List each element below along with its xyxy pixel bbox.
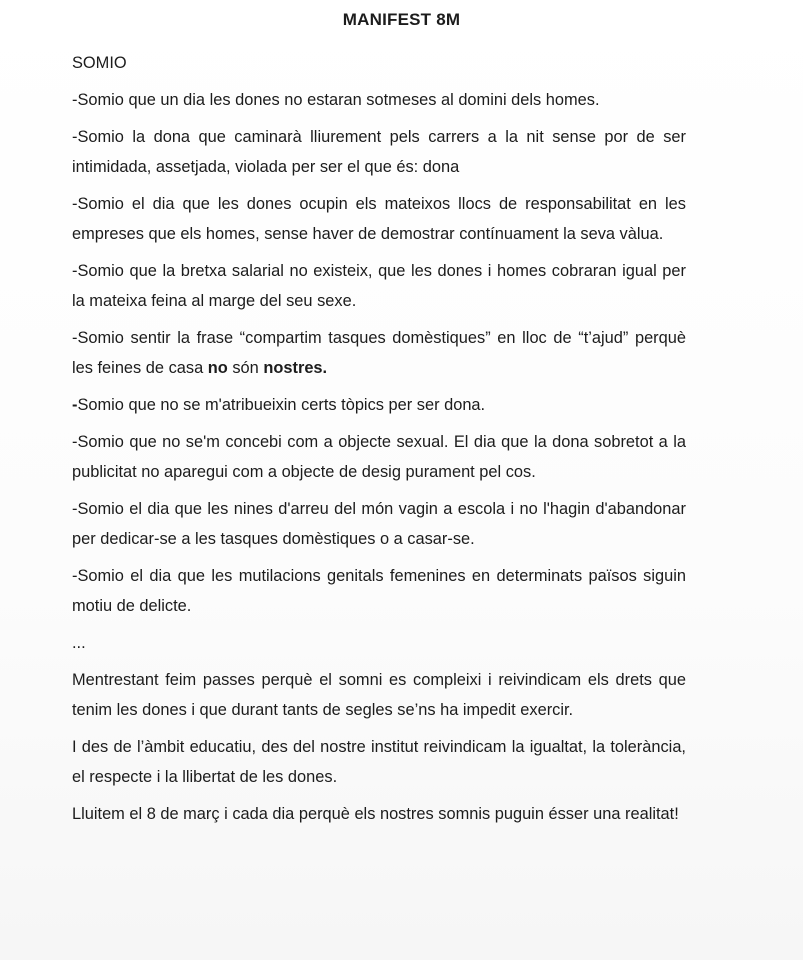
paragraph-10: Mentrestant feim passes perquè el somni es compleixi i reivindicam els drets que tenim les dones i que durant tants de segles se’ns ha impedit exercir. bbox=[72, 671, 686, 719]
paragraph-5-middle: són bbox=[227, 359, 264, 377]
paragraph-6-dash: - bbox=[72, 396, 78, 414]
document-body bbox=[72, 48, 686, 836]
paragraph-3: -Somio el dia que les dones ocupin els mateixos llocs de responsabilitat en les empreses que els homes, sense haver de demostrar contínuament la seva vàlua. bbox=[72, 195, 686, 243]
paragraph-6-text: Somio que no se m'atribueixin certs tòpics per ser dona. bbox=[77, 396, 486, 414]
paragraph-4: -Somio que la bretxa salarial no existeix, que les dones i homes cobraran igual per la mateixa feina al marge del seu sexe. bbox=[72, 262, 686, 310]
section-heading: SOMIO bbox=[72, 54, 127, 72]
document-title: MANIFEST 8M bbox=[342, 10, 461, 29]
paragraph-8: -Somio el dia que les nines d'arreu del món vagin a escola i no l'hagin d'abandonar per dedicar-se a les tasques domèstiques o a casar-se. bbox=[72, 500, 686, 548]
paragraph-5-text: -Somio sentir la frase “compartim tasques domèstiques” en lloc de “t’ajud” perquè les feines de casa bbox=[72, 329, 686, 377]
paragraph-5 bbox=[72, 323, 686, 383]
paragraph-9: -Somio el dia que les mutilacions genitals femenines en determinats països siguin motiu de delicte. bbox=[72, 567, 686, 615]
paragraph-5-bold-nostres: nostres. bbox=[263, 359, 328, 377]
paragraph-6 bbox=[72, 390, 686, 420]
ellipsis: ... bbox=[72, 634, 86, 652]
paragraph-7: -Somio que no se'm concebi com a objecte sexual. El dia que la dona sobretot a la publicitat no aparegui com a objecte de desig purament pel cos. bbox=[72, 433, 686, 481]
paragraph-2: -Somio la dona que caminarà lliurement pels carrers a la nit sense por de ser intimidada, assetjada, violada per ser el que és: dona bbox=[72, 128, 686, 176]
paragraph-1: -Somio que un dia les dones no estaran sotmeses al domini dels homes. bbox=[72, 91, 600, 109]
paragraph-11: I des de l’àmbit educatiu, des del nostre institut reivindicam la igualtat, la tolerància, el respecte i la llibertat de les dones. bbox=[72, 738, 686, 786]
paragraph-5-bold-no: no bbox=[207, 359, 228, 377]
paragraph-12: Lluitem el 8 de març i cada dia perquè els nostres somnis puguin ésser una realitat! bbox=[72, 805, 679, 823]
